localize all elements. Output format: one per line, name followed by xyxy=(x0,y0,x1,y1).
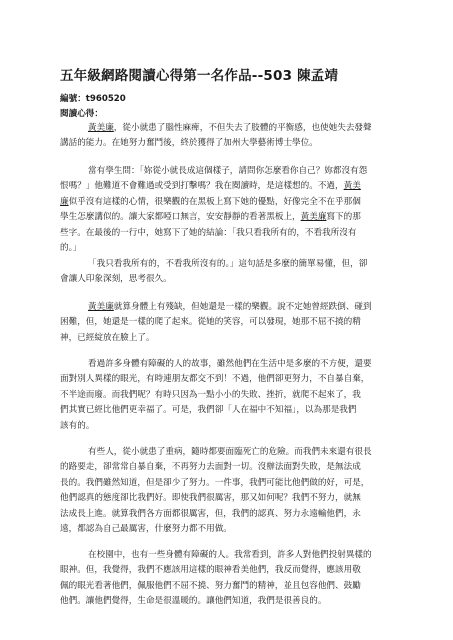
paragraph-line: 該有的。 xyxy=(60,420,95,431)
paragraph-line: 有些人，從小就患了重病，隨時都要面臨死亡的危險。而我們未來還有很長 xyxy=(88,447,372,457)
paragraph-line xyxy=(60,300,400,315)
line-text: 寫下的那 xyxy=(326,212,361,223)
underlined-name: 黃美 xyxy=(343,181,361,192)
paragraph-6 xyxy=(60,445,400,537)
paragraph-line: 他們認真的態度卻比我們好。即使我們很厲害，那又如何呢？我們不努力，就無 xyxy=(60,493,361,504)
paragraph-line xyxy=(60,195,400,210)
line-text: 恨嗎？」他難道不會難過或受到打擊嗎？我在閱讀時，是這樣想的。不過， xyxy=(60,181,344,192)
paragraph-line: 在校園中，也有一些身體有障礙的人。我常看到，許多人對他們投射異樣的 xyxy=(88,550,372,560)
section-label: 閱讀心得： xyxy=(60,109,103,119)
paragraph-line: 眼神。但，我覺得，我們不應該用這樣的眼神看美他們，我反而覺得，應該用敬 xyxy=(60,565,361,576)
paragraph-line xyxy=(60,210,400,225)
paragraph-line xyxy=(60,179,400,194)
paragraph-line: 神，已經綻放在臉上了。 xyxy=(60,332,155,343)
paragraph-3 xyxy=(60,257,400,288)
line-rest: 就算身體上有殘缺，但她還是一樣的樂觀。說不定她曾經跌倒、碰到 xyxy=(113,302,372,312)
paragraph-4 xyxy=(60,300,400,346)
paragraph-line: 的路要走，卻常常自暴自棄，不再努力去面對一切。沒辦法面對失敗，是無法成 xyxy=(60,462,361,473)
underlined-name: 廉 xyxy=(60,196,69,207)
paragraph-line: 會讓人印象深刻，思考很久。 xyxy=(60,274,172,285)
paragraph-line: 困難，但，她還是一樣的爬了起來。從她的笑容，可以發現，她那不屈不撓的精 xyxy=(60,317,361,328)
paragraph-line: 講話的能力。在她努力奮鬥後，終於獲得了加州大學藝術博士學位。 xyxy=(60,138,318,149)
paragraph-line: 法成長上進。就算我們各方面都很厲害，但，我們的認真、努力永遠輸他們，永 xyxy=(60,508,361,519)
paragraph-line xyxy=(60,121,400,136)
underlined-name: 黃美廉 xyxy=(88,123,114,133)
paragraph-line: 「我只看我所有的，不看我所沒有的。」這句話是多麼的簡單易懂，但，卻 xyxy=(88,259,368,269)
paragraph-line: 的。」 xyxy=(60,243,82,254)
paragraph-line: 當有學生問：「妳從小就長成這個樣子，請問你怎麼看你自己？妳都沒有怨 xyxy=(88,166,368,176)
paragraph-5 xyxy=(60,357,400,434)
paragraph-line: 些字。在最後的一行中，她寫下了她的結論：「我只看我所有的，不看我所沒有 xyxy=(60,227,357,238)
paragraph-1 xyxy=(60,121,400,152)
paragraph-line: 們其實已經比他們更幸福了。可是，我們卻「人在福中不知福」，以為那是我們 xyxy=(60,405,357,416)
paragraph-line: 他們。讓他們覺得，生命是很溫暖的。讓他們知道，我們是很善良的。 xyxy=(60,596,327,607)
line-text: 學生怎麼講似的。讓大家都啞口無言，安安靜靜的看著黑板上， xyxy=(60,212,301,223)
paragraph-line: 面對別人異樣的眼光，有時連朋友都交不到！不過，他們卻更努力，不自暴自棄， xyxy=(60,374,370,385)
document-title: 五年級網路閱讀心得第一名作品--503 陳孟靖 xyxy=(60,68,339,84)
underlined-name: 黃美廉 xyxy=(300,212,327,223)
paragraph-line: 佩的眼光看著他們，佩服他們不屈不撓、努力奮鬥的精神，並且包容他們、鼓勵 xyxy=(60,580,361,591)
paragraph-line: 不半途而廢。而我們呢？有時只因為一點小小的失敗、挫折，就爬不起來了，我 xyxy=(60,389,361,400)
paragraph-line: 遠，都認為自己最厲害，什麼努力都不用做。 xyxy=(60,524,232,535)
line-text: 似乎沒有這樣的心情，很樂觀的在黑板上寫下她的優點，好像完全不在乎那個 xyxy=(68,196,361,207)
paragraph-7 xyxy=(60,548,400,610)
underlined-name: 黃美廉 xyxy=(88,302,114,312)
line-rest: ，從小就患了腦性麻痺，不但失去了肢體的平衡感，也使她失去發聲 xyxy=(113,123,372,133)
paragraph-line: 看過許多身體有障礙的人的故事，雖然他們在生活中是多麼的不方便，還要 xyxy=(88,359,372,369)
student-id: 編號：t960520 xyxy=(60,94,126,104)
paragraph-2 xyxy=(60,164,400,256)
paragraph-line: 長的。我們雖然知道，但是卻少了努力。一件事，我們可能比他們做的好，可是， xyxy=(60,477,370,488)
